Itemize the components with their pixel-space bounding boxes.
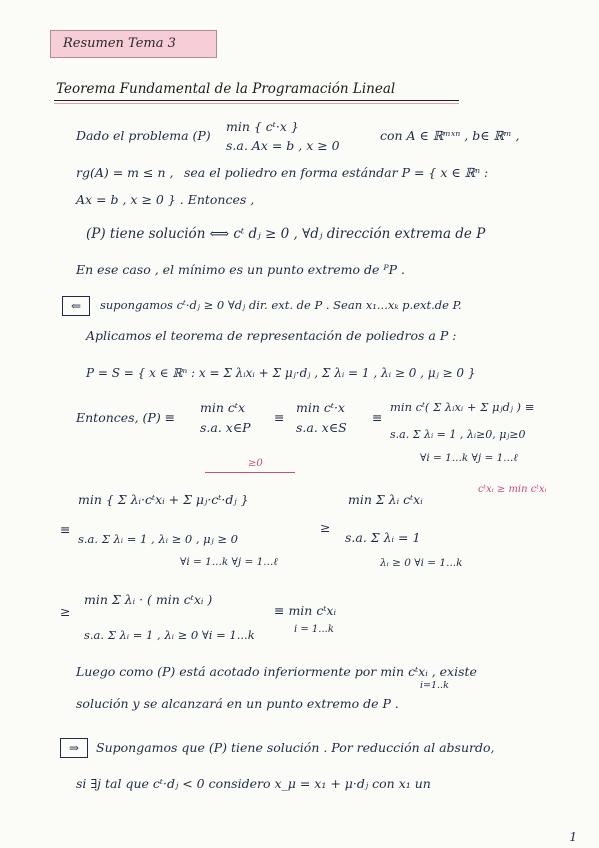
line-9e: min cᵗ·x — [296, 400, 345, 415]
line-1d: con A ∈ ℝᵐˣⁿ , b∈ ℝᵐ , — [380, 128, 520, 143]
page-title: Resumen Tema 3 — [63, 36, 176, 51]
line-11c: s.a. Σ λᵢ = 1 , λᵢ ≥ 0 ∀i = 1...k — [84, 628, 255, 642]
line-10g: ≥ — [320, 520, 331, 535]
line-9b: min cᵗx — [200, 400, 246, 415]
line-10h: s.a. Σ λᵢ = 1 — [345, 530, 421, 545]
subtitle-underline — [54, 100, 459, 101]
ge0-annotation: ≥0 — [248, 458, 263, 469]
line-1c: s.a. Ax = b , x ≥ 0 — [226, 138, 340, 153]
title-box — [50, 30, 217, 58]
line-5: En ese caso , el mínimo es un punto extremo de ᴾP . — [76, 262, 405, 277]
line-3: Ax = b , x ≥ 0 } . Entonces , — [76, 192, 255, 207]
reverse-implication-mark: ⇐ — [62, 296, 90, 316]
polyhedron-representation: P = S = { x ∈ ℝⁿ : x = Σ λᵢxᵢ + Σ μⱼ·dⱼ , Σ λᵢ = 1 , λᵢ ≥ 0 , μⱼ ≥ 0 } — [86, 366, 476, 380]
line-15: si ∃j tal que cᵗ·dⱼ < 0 considero x_μ = x₁ + μ·dⱼ con x₁ un — [76, 776, 431, 791]
line-10b: ≡ — [60, 522, 71, 537]
line-9f: s.a. x∈S — [296, 420, 347, 435]
line-9c: s.a. x∈P — [200, 420, 251, 435]
line-10c: min Σ λᵢ cᵗxᵢ — [348, 492, 423, 507]
line-11d: ≡ min cᵗxᵢ — [274, 603, 336, 618]
line-10d: cᵗxᵢ ≥ min cᵗxᵢ — [478, 484, 547, 495]
section-subtitle: Teorema Fundamental de la Programación Lineal — [56, 81, 396, 97]
line-13: solución y se alcanzará en un punto extremo de P . — [76, 696, 399, 711]
line-2b: sea el poliedro en forma estándar P = { x ∈ ℝⁿ : — [184, 165, 489, 180]
page-number: 1 — [569, 830, 577, 844]
line-6: supongamos cᵗ·dⱼ ≥ 0 ∀dⱼ dir. ext. de P . Sean x₁...xₖ p.ext.de P. — [100, 298, 462, 312]
line-10i: λᵢ ≥ 0 ∀i = 1...k — [380, 557, 463, 569]
line-14: Supongamos que (P) tiene solución . Por reducción al absurdo, — [96, 740, 495, 755]
line-2a: rg(A) = m ≤ n , — [76, 165, 174, 180]
line-1a: Dado el problema (P) — [76, 128, 211, 143]
line-9a: Entonces, (P) ≡ — [76, 410, 176, 425]
line-10e: s.a. Σ λᵢ = 1 , λᵢ ≥ 0 , μⱼ ≥ 0 — [78, 532, 238, 546]
line-12: Luego como (P) está acotado inferiormente por min cᵗxᵢ , existe — [76, 664, 477, 679]
line-9h: min cᵗ( Σ λᵢxᵢ + Σ μⱼdⱼ ) ≡ — [390, 400, 535, 414]
line-1b: min { cᵗ·x } — [226, 119, 299, 134]
line-10a: min { Σ λᵢ·cᵗxᵢ + Σ μⱼ·cᵗ·dⱼ } — [78, 492, 249, 507]
pink-bracket — [205, 472, 295, 473]
line-10f: ∀i = 1...k ∀j = 1...ℓ — [180, 556, 278, 568]
line-12-sub: i=1..k — [420, 680, 449, 691]
forward-implication-mark: ⇒ — [60, 738, 88, 758]
line-9i: s.a. Σ λᵢ = 1 , λᵢ≥0, μⱼ≥0 — [390, 428, 526, 441]
line-11e: i = 1...k — [294, 624, 334, 635]
line-9j: ∀i = 1...k ∀j = 1...ℓ — [420, 452, 518, 464]
line-11a: min Σ λᵢ · ( min cᵗxᵢ ) — [84, 592, 213, 607]
theorem-statement: (P) tiene solución ⟺ cᵗ dⱼ ≥ 0 , ∀dⱼ dirección extrema de P — [86, 226, 486, 242]
subtitle-underline-pink — [54, 103, 459, 104]
line-11b: ≥ — [60, 604, 71, 619]
line-9g: ≡ — [372, 410, 383, 425]
line-9d: ≡ — [274, 410, 285, 425]
line-7: Aplicamos el teorema de representación de poliedros a P : — [86, 328, 457, 343]
